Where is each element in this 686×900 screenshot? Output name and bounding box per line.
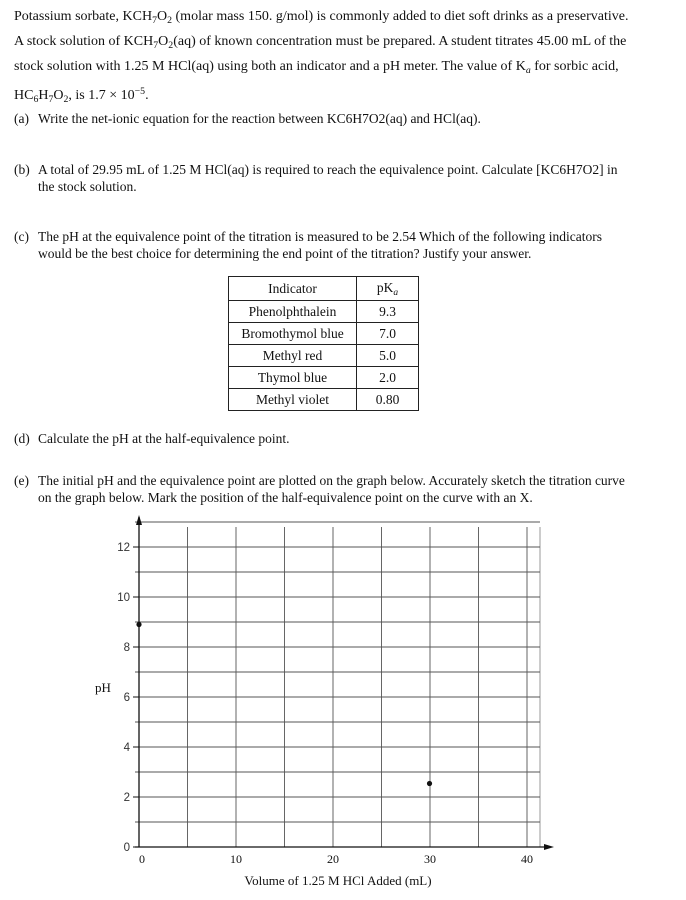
pka-value-cell: 7.0 (357, 323, 419, 345)
table-header-row (229, 277, 419, 301)
question-b (14, 161, 664, 195)
y-tick-label: 2 (123, 792, 130, 804)
titration-graph (0, 500, 686, 900)
table-row (229, 323, 419, 345)
x-axis-arrow (544, 844, 554, 850)
question-e-text-2: on the graph below. Mark the position of the half-equivalence point on the curve with an X. (38, 490, 533, 505)
table-header-indicator: Indicator (229, 277, 357, 301)
x-tick-label: 20 (327, 852, 339, 866)
intro-line-1: Potassium sorbate, $KCH_7O_2$ (molar mass 150. g/mol) is commonly added to diet soft drinks as a preservative. (14, 9, 629, 26)
question-e-label: (e) (14, 473, 29, 488)
indicator-name-cell: Bromothymol blue (229, 323, 357, 345)
question-a-text: Write the net-ionic equation for the reaction between KC6H7O2(aq) and HCl(aq). (38, 111, 481, 126)
y-axis-label: pH (95, 680, 111, 695)
question-a (14, 110, 664, 127)
table-row (229, 345, 419, 367)
y-tick-label: 10 (117, 592, 130, 604)
table-row (229, 301, 419, 323)
intro-line-4: $HC_6H_7O_2$, is $1.7 \times 10^{-5}$. (14, 86, 149, 105)
y-tick-label: 12 (117, 542, 130, 554)
indicator-name-cell: Methyl violet (229, 389, 357, 411)
data-point (136, 622, 141, 627)
question-d-text: Calculate the pH at the half-equivalence point. (38, 431, 290, 446)
table-header-pka: $pK_a$ (357, 277, 419, 301)
y-tick-label: 0 (123, 842, 130, 854)
question-c-text: The pH at the equivalence point of the titration is measured to be 2.54 Which of the following indicators (38, 229, 602, 244)
x-tick-label: 10 (230, 852, 242, 866)
x-axis-label: Volume of 1.25 M HCl Added (mL) (244, 873, 432, 888)
pka-value-cell: 9.3 (357, 301, 419, 323)
indicator-table (228, 276, 419, 411)
intro-paragraph (14, 6, 664, 110)
table-row (229, 367, 419, 389)
x-tick-label: 40 (521, 852, 533, 866)
pka-value-cell: 5.0 (357, 345, 419, 367)
x-tick-label: 0 (139, 852, 145, 866)
y-tick-label: 4 (123, 742, 130, 754)
y-axis-arrow (136, 515, 142, 525)
question-e-text: The initial pH and the equivalence point are plotted on the graph below. Accurately sketch the titration curve (38, 473, 625, 488)
question-c-label: (c) (14, 229, 29, 244)
pka-value-cell: 0.80 (357, 389, 419, 411)
y-tick-label: 6 (123, 692, 130, 704)
question-b-text-2: the stock solution. (38, 179, 137, 194)
y-tick-label: 8 (123, 642, 130, 654)
question-c-text-2: would be the best choice for determining the end point of the titration? Justify your answer. (38, 246, 532, 261)
question-d (14, 430, 664, 447)
indicator-name-cell: Thymol blue (229, 367, 357, 389)
intro-line-2: A stock solution of $KCH_7O_2(aq)$ of known concentration must be prepared. A student titrates 45.00 mL of the (14, 34, 627, 51)
table-row (229, 389, 419, 411)
question-d-label: (d) (14, 431, 30, 446)
question-a-label: (a) (14, 111, 29, 126)
indicator-name-cell: Phenolphthalein (229, 301, 357, 323)
question-c (14, 228, 664, 262)
pka-value-cell: 2.0 (357, 367, 419, 389)
indicator-name-cell: Methyl red (229, 345, 357, 367)
intro-line-3: stock solution with 1.25 M HCl(aq) using both an indicator and a pH meter. The value of $K_a$ for sorbic acid, (14, 59, 619, 76)
data-point (427, 781, 432, 786)
x-tick-label: 30 (424, 852, 436, 866)
question-b-text: A total of 29.95 mL of 1.25 M HCl(aq) is required to reach the equivalence point. Calculate [KC6H7O2] in (38, 162, 618, 177)
question-b-label: (b) (14, 162, 30, 177)
